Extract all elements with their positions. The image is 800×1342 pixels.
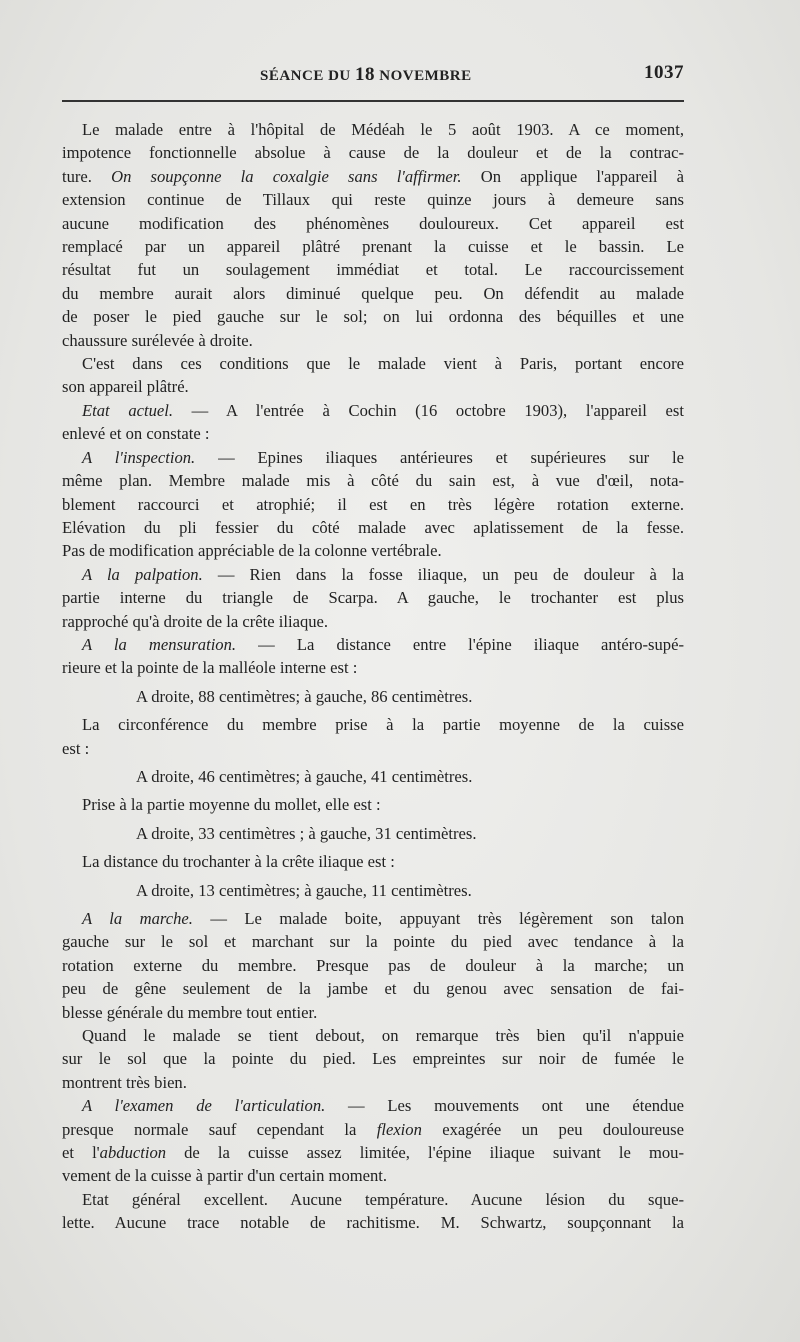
running-head-post: NOVEMBRE [375,68,472,84]
text-run: A droite, 88 centimètres; à gauche, 86 centimètres. [136,686,473,706]
italic-run: On soupçonne la coxalgie sans l'affirmer. [111,166,462,186]
text-run: — Les mouvements ont une étendue [325,1096,684,1116]
text-run: même plan. Membre malade mis à côté du sain est, à vue d'œil, nota- [62,471,684,491]
text-run: du membre aurait alors diminué quelque peu. On défendit au malade [62,283,684,303]
text-run: Etat général excellent. Aucune température. Aucune lésion du sque- [82,1189,684,1209]
text-run: vement de la cuisse à partir d'un certain moment. [62,1166,388,1186]
text-run: — Rien dans la fosse iliaque, un peu de douleur à la [202,564,684,584]
text-line [62,737,684,760]
header-rule [62,100,684,102]
text-run: A droite, 13 centimètres; à gauche, 11 centimètres. [136,880,472,900]
text-run: C'est dans ces conditions que le malade vient à Paris, portant encore [82,354,684,374]
text-run: son appareil plâtré. [62,377,189,397]
text-line [62,586,684,609]
text-run: partie interne du triangle de Scarpa. A gauche, le trochanter est plus [62,588,684,608]
text-line [62,954,684,977]
text-line [62,879,684,902]
text-run: — La distance entre l'épine iliaque antéro-supé- [236,634,684,654]
text-line [62,188,684,211]
running-head-date: 18 [355,64,376,85]
text-line [62,399,684,422]
text-line [62,1141,684,1164]
text-run: lette. Aucune trace notable de rachitisme. M. Schwartz, soupçonnant la [62,1213,684,1233]
text-line [62,850,684,873]
text-line [62,258,684,281]
text-run: de la cuisse assez limitée, l'épine iliaque suivant le mou- [166,1143,684,1163]
body-text [62,118,684,1235]
text-run: ture. [62,166,112,186]
text-line [62,713,684,736]
running-head-pre: SÉANCE DU [260,68,356,84]
text-line [62,793,684,816]
text-run: blement raccourci et atrophié; il est en très légère rotation externe. [62,494,684,514]
text-line [62,1024,684,1047]
text-line [62,212,684,235]
text-run: rapproché qu'à droite de la crête iliaque. [62,611,329,631]
text-line [62,685,684,708]
text-line [62,329,684,352]
text-line [62,352,684,375]
text-line [62,633,684,656]
running-head [260,64,472,86]
page-header [62,62,684,86]
text-run: — A l'entrée à Cochin (16 octobre 1903), l'appareil est [173,400,684,420]
text-line [62,765,684,788]
text-run: Elévation du pli fessier du côté malade avec aplatissement de la fesse. [62,517,684,537]
text-run: — Epines iliaques antérieures et supérieures sur le [195,447,684,467]
text-line [62,1001,684,1024]
text-line [62,446,684,469]
text-line [62,656,684,679]
text-line [62,516,684,539]
text-run: et l' [62,1143,100,1163]
text-line [62,1188,684,1211]
text-run: aucune modification des phénomènes douloureux. Cet appareil est [62,213,684,233]
text-line [62,822,684,845]
text-run: La distance du trochanter à la crête iliaque est : [82,852,395,872]
text-line [62,1164,684,1187]
text-run: enlevé et on constate : [62,424,210,444]
text-run: Le malade entre à l'hôpital de Médéah le 5 août 1903. A ce moment, [82,120,684,139]
text-line [62,375,684,398]
text-line [62,493,684,516]
text-run: peu de gêne seulement de la jambe et du genou avec sensation de fai- [62,979,684,999]
italic-run: abduction [99,1143,167,1163]
text-run: montrent très bien. [62,1072,187,1092]
text-run: résultat fut un soulagement immédiat et total. Le raccourcissement [62,260,684,280]
italic-run: A la marche. [82,909,193,928]
text-line [62,1094,684,1117]
text-run: extension continue de Tillaux qui reste quinze jours à demeure sans [62,190,684,210]
text-run: A droite, 33 centimètres ; à gauche, 31 centimètres. [136,823,477,843]
text-line [62,563,684,586]
text-run: — Le malade boite, appuyant très légèrement son talon [192,909,684,928]
text-run: est : [62,738,90,758]
text-run: presque normale sauf cependant la [62,1119,377,1139]
text-line [62,282,684,305]
italic-run: A l'examen de l'articulation. [82,1096,326,1116]
italic-run: Etat actuel. [82,400,174,420]
text-run: Prise à la partie moyenne du mollet, elle est : [82,795,381,815]
text-run: La circonférence du membre prise à la partie moyenne de la cuisse [82,715,684,735]
text-run: impotence fonctionnelle absolue à cause de la douleur et de la contrac- [62,143,684,163]
text-line [62,539,684,562]
text-line [62,1071,684,1094]
text-line [62,422,684,445]
text-line [62,610,684,633]
text-run: On applique l'appareil à [461,166,684,186]
text-run: remplacé par un appareil plâtré prenant la cuisse et le bassin. Le [62,237,684,257]
italic-run: flexion [376,1119,422,1139]
text-line [62,930,684,953]
text-run: Quand le malade se tient debout, on remarque très bien qu'il n'appuie [82,1026,684,1046]
text-run: Pas de modification appréciable de la colonne vertébrale. [62,541,442,561]
text-line [62,235,684,258]
text-run: sur le sol que la pointe du pied. Les empreintes sur noir de fumée le [62,1049,684,1069]
text-line [62,141,684,164]
text-run: gauche sur le sol et marchant sur la pointe du pied avec tendance à la [62,932,684,952]
text-line [62,305,684,328]
text-line [62,469,684,492]
text-line [62,1047,684,1070]
text-line [62,118,684,141]
text-run: rieure et la pointe de la malléole interne est : [62,658,358,678]
text-line [62,1211,684,1234]
text-run: A droite, 46 centimètres; à gauche, 41 centimètres. [136,766,473,786]
text-run: de poser le pied gauche sur le sol; on lui ordonna des béquilles et une [62,307,684,327]
italic-run: A la palpation. [82,564,203,584]
italic-run: A la mensuration. [82,634,237,654]
text-line [62,907,684,930]
text-line [62,977,684,1000]
text-run: exagérée un peu douloureuse [421,1119,684,1139]
text-run: blesse générale du membre tout entier. [62,1002,318,1022]
text-run: rotation externe du membre. Presque pas de douleur à la marche; un [62,955,684,975]
text-line [62,1118,684,1141]
text-line [62,165,684,188]
italic-run: A l'inspection. [82,447,196,467]
page-number: 1037 [644,62,684,83]
text-run: chaussure surélevée à droite. [62,330,253,350]
